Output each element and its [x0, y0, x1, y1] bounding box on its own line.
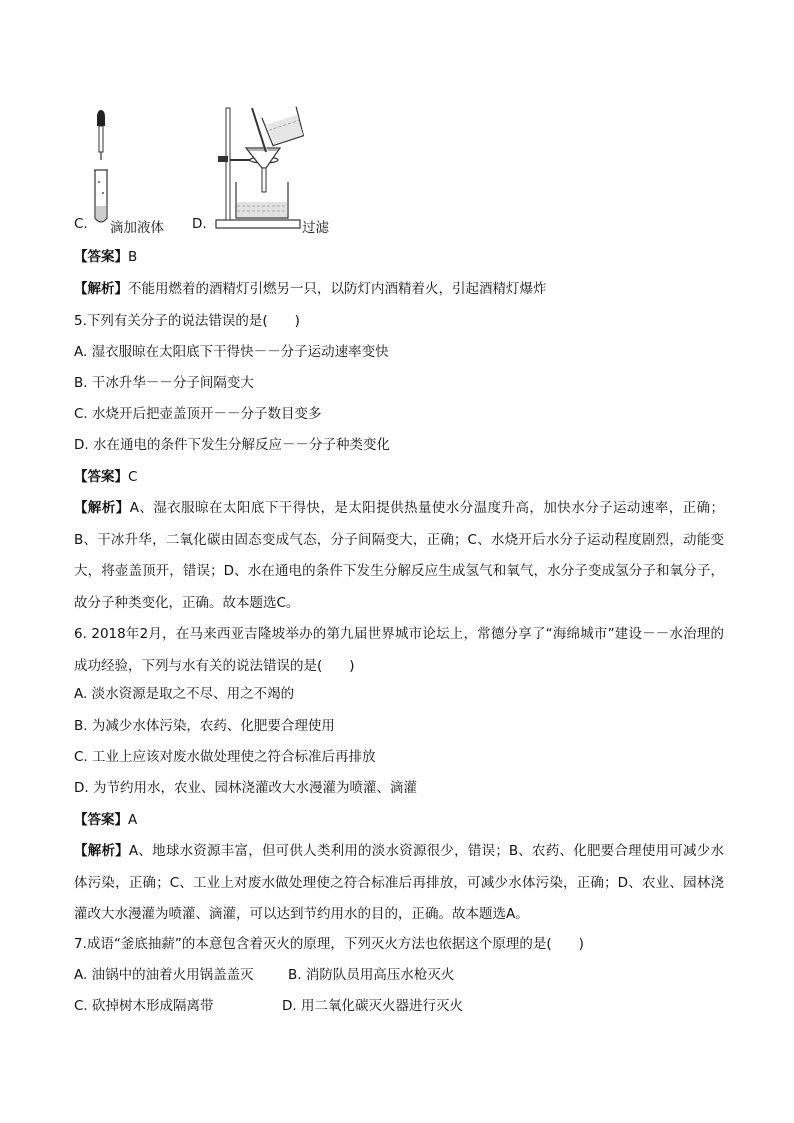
q6-option-a: A. 淡水资源是取之不尽、用之不竭的 — [74, 686, 295, 702]
q6-stem: 6. 2018年2月，在马来西亚吉隆坡举办的第九届世界城市论坛上，常德分享了“海绵城市”建设－－水治理的成功经验，下列与水有关的说法错误的是( ) — [74, 626, 724, 674]
q5-option-b: B. 干冰升华－－分子间隔变大 — [74, 375, 254, 391]
q5-stem: 5.下列有关分子的说法错误的是( ) — [74, 313, 300, 329]
dropper-test-tube-figure — [86, 108, 126, 230]
q5-option-a: A. 湿衣服晾在太阳底下干得快－－分子运动速率变快 — [74, 344, 389, 360]
q7-option-a: A. 油锅中的油着火用锅盖盖灭 — [74, 967, 254, 983]
analysis-tag: 【解析】 — [74, 843, 129, 859]
option-d-caption: 过滤 — [302, 220, 329, 236]
q6-answer — [74, 810, 137, 830]
q7-stem: 7.成语“釜底抽薪”的本意包含着灭火的原理，下列灭火方法也依据这个原理的是( ) — [74, 936, 584, 952]
option-d-letter: D. — [192, 216, 207, 232]
answer-tag: 【答案】 — [74, 812, 128, 828]
answer-value: B — [128, 249, 138, 265]
q5-option-d: D. 水在通电的条件下发生分解反应－－分子种类变化 — [74, 437, 390, 453]
q7-option-c: C. 砍掉树木形成隔离带 — [74, 998, 214, 1014]
analysis-text: A、地球水资源丰富，但可供人类利用的淡水资源很少，错误；B、农药、化肥要合理使用可减少水体污染，正确；C、工业上对废水做处理使之符合标准后再排放，可减少水体污染，正确；D、农业、园林浇灌改大水漫灌为喷灌、滴灌，可以达到节约用水的目的，正确。故本题选A。 — [74, 843, 725, 923]
option-c-caption: 滴加液体 — [110, 220, 164, 236]
filtration-apparatus-figure — [210, 106, 306, 232]
analysis-text: 不能用燃着的酒精灯引燃另一只，以防灯内酒精着火，引起酒精灯爆炸 — [128, 281, 547, 297]
q4-analysis — [74, 279, 547, 299]
answer-tag: 【答案】 — [74, 469, 128, 485]
q5-option-c: C. 水烧开后把壶盖顶开－－分子数目变多 — [74, 406, 322, 422]
q6-option-c: C. 工业上应该对废水做处理使之符合标准后再排放 — [74, 749, 376, 765]
q5-analysis — [74, 493, 724, 619]
q7-option-b: B. 消防队员用高压水枪灭火 — [288, 967, 455, 983]
q7-option-d: D. 用二氧化碳灭火器进行灭火 — [282, 998, 463, 1014]
answer-value: C — [128, 469, 138, 485]
analysis-tag: 【解析】 — [74, 281, 128, 297]
answer-tag: 【答案】 — [74, 249, 128, 265]
q6-option-b: B. 为减少水体污染，农药、化肥要合理使用 — [74, 718, 335, 734]
q4-answer — [74, 247, 137, 267]
q6-option-d: D. 为节约用水，农业、园林浇灌改大水漫灌为喷灌、滴灌 — [74, 780, 417, 796]
q6-analysis — [74, 836, 724, 931]
analysis-tag: 【解析】 — [74, 500, 130, 516]
analysis-text: A、湿衣服晾在太阳底下干得快，是太阳提供热量使水分温度升高，加快水分子运动速率，正确；B、干冰升华，二氧化碳由固态变成气态，分子间隔变大，正确；C、水烧开后水分子运动程度剧烈，动能变大，将壶盖顶开，错误；D、水在通电的条件下发生分解反应生成氢气和氧气，水分子变成氢分子和氧分子，故分子种类变化，正确。故本题选C。 — [74, 500, 724, 611]
q5-answer — [74, 467, 137, 487]
option-c-letter: C. — [74, 216, 88, 232]
answer-value: A — [128, 812, 138, 828]
